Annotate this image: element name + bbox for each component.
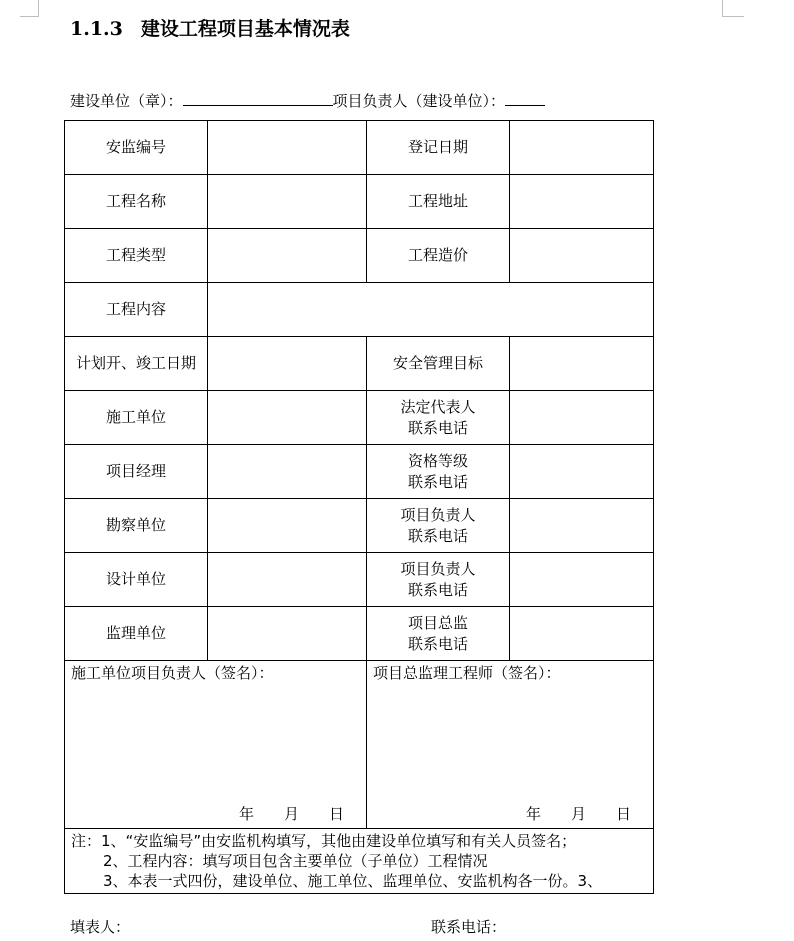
filler-label: 填表人： xyxy=(70,918,131,936)
value-cell[interactable] xyxy=(510,175,654,229)
value-cell[interactable] xyxy=(208,607,367,661)
form-header xyxy=(70,90,545,111)
table-row xyxy=(65,391,654,445)
cell-label: 设计单位 xyxy=(65,553,208,607)
value-cell[interactable] xyxy=(208,337,367,391)
value-cell[interactable] xyxy=(510,229,654,283)
cell-label: 项目负责人 联系电话 xyxy=(367,499,510,553)
project-leader-label: 项目负责人（建设单位）： xyxy=(332,92,506,110)
cell-label: 监理单位 xyxy=(65,607,208,661)
value-cell[interactable] xyxy=(208,445,367,499)
table-row xyxy=(65,175,654,229)
cell-label: 安全管理目标 xyxy=(367,337,510,391)
cell-label: 工程内容 xyxy=(65,283,208,337)
title-text: 建设工程项目基本情况表 xyxy=(140,18,350,40)
signature-date: 年 月 日 xyxy=(525,805,631,823)
supervisor-signature-label: 项目总监理工程师（签名）： xyxy=(373,664,561,682)
value-cell[interactable] xyxy=(208,553,367,607)
signature-row xyxy=(65,661,654,829)
value-cell[interactable] xyxy=(208,283,654,337)
value-cell[interactable] xyxy=(208,391,367,445)
page-corner-mark xyxy=(722,16,744,17)
cell-label: 工程类型 xyxy=(65,229,208,283)
table-row xyxy=(65,607,654,661)
notes-row xyxy=(65,829,654,894)
cell-label: 项目负责人 联系电话 xyxy=(367,553,510,607)
cell-label: 勘察单位 xyxy=(65,499,208,553)
cell-label: 工程名称 xyxy=(65,175,208,229)
value-cell[interactable] xyxy=(208,229,367,283)
cell-label: 安监编号 xyxy=(65,121,208,175)
value-cell[interactable] xyxy=(510,391,654,445)
note-line: 注：1、“安监编号”由安监机构填写，其他由建设单位填写和有关人员签名； xyxy=(71,832,577,850)
table-row xyxy=(65,121,654,175)
cell-label: 法定代表人 联系电话 xyxy=(367,391,510,445)
notes-cell xyxy=(65,829,654,894)
table-row xyxy=(65,337,654,391)
section-number: 1.1.3 xyxy=(70,18,123,40)
table-row xyxy=(65,283,654,337)
value-cell[interactable] xyxy=(510,121,654,175)
construction-unit-field[interactable] xyxy=(183,91,333,106)
value-cell[interactable] xyxy=(510,553,654,607)
value-cell[interactable] xyxy=(510,445,654,499)
cell-label: 项目经理 xyxy=(65,445,208,499)
cell-label: 工程造价 xyxy=(367,229,510,283)
note-line: 3、本表一式四份，建设单位、施工单位、监理单位、安监机构各一份。3、 xyxy=(103,872,603,890)
value-cell[interactable] xyxy=(208,121,367,175)
cell-label: 施工单位 xyxy=(65,391,208,445)
contractor-signature-label: 施工单位项目负责人（签名）： xyxy=(71,664,274,682)
cell-label: 资格等级 联系电话 xyxy=(367,445,510,499)
supervisor-signature-cell[interactable] xyxy=(367,661,654,829)
signature-date: 年 月 日 xyxy=(238,805,344,823)
cell-label: 工程地址 xyxy=(367,175,510,229)
value-cell[interactable] xyxy=(208,175,367,229)
page-title xyxy=(70,14,350,41)
value-cell[interactable] xyxy=(510,337,654,391)
contact-phone-label: 联系电话： xyxy=(431,918,507,936)
table-row xyxy=(65,553,654,607)
project-info-table xyxy=(64,120,654,894)
table-row xyxy=(65,229,654,283)
cell-label: 登记日期 xyxy=(367,121,510,175)
page-corner-mark xyxy=(38,0,39,16)
project-leader-field[interactable] xyxy=(505,91,545,106)
value-cell[interactable] xyxy=(208,499,367,553)
note-line: 2、工程内容：填写项目包含主要单位（子单位）工程情况 xyxy=(103,852,488,870)
value-cell[interactable] xyxy=(510,607,654,661)
value-cell[interactable] xyxy=(510,499,654,553)
table-row xyxy=(65,445,654,499)
contractor-signature-cell[interactable] xyxy=(65,661,367,829)
page-corner-mark xyxy=(722,0,723,16)
page-corner-mark xyxy=(20,16,39,17)
construction-unit-label: 建设单位（章）： xyxy=(70,92,183,110)
cell-label: 项目总监 联系电话 xyxy=(367,607,510,661)
table-row xyxy=(65,499,654,553)
cell-label: 计划开、竣工日期 xyxy=(65,337,208,391)
